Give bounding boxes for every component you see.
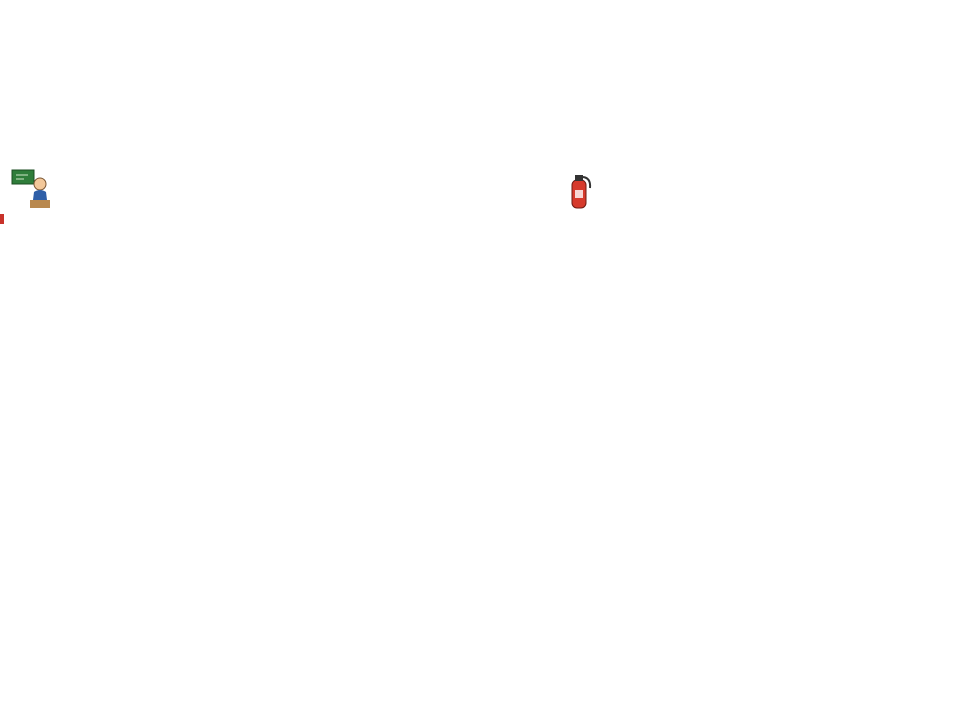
expert-tips-header — [10, 168, 62, 210]
expert-teacher-icon — [10, 168, 52, 210]
page-edge-mark — [0, 214, 4, 224]
fire-extinguisher-icon — [566, 172, 594, 210]
emergency-points-header — [566, 172, 606, 210]
